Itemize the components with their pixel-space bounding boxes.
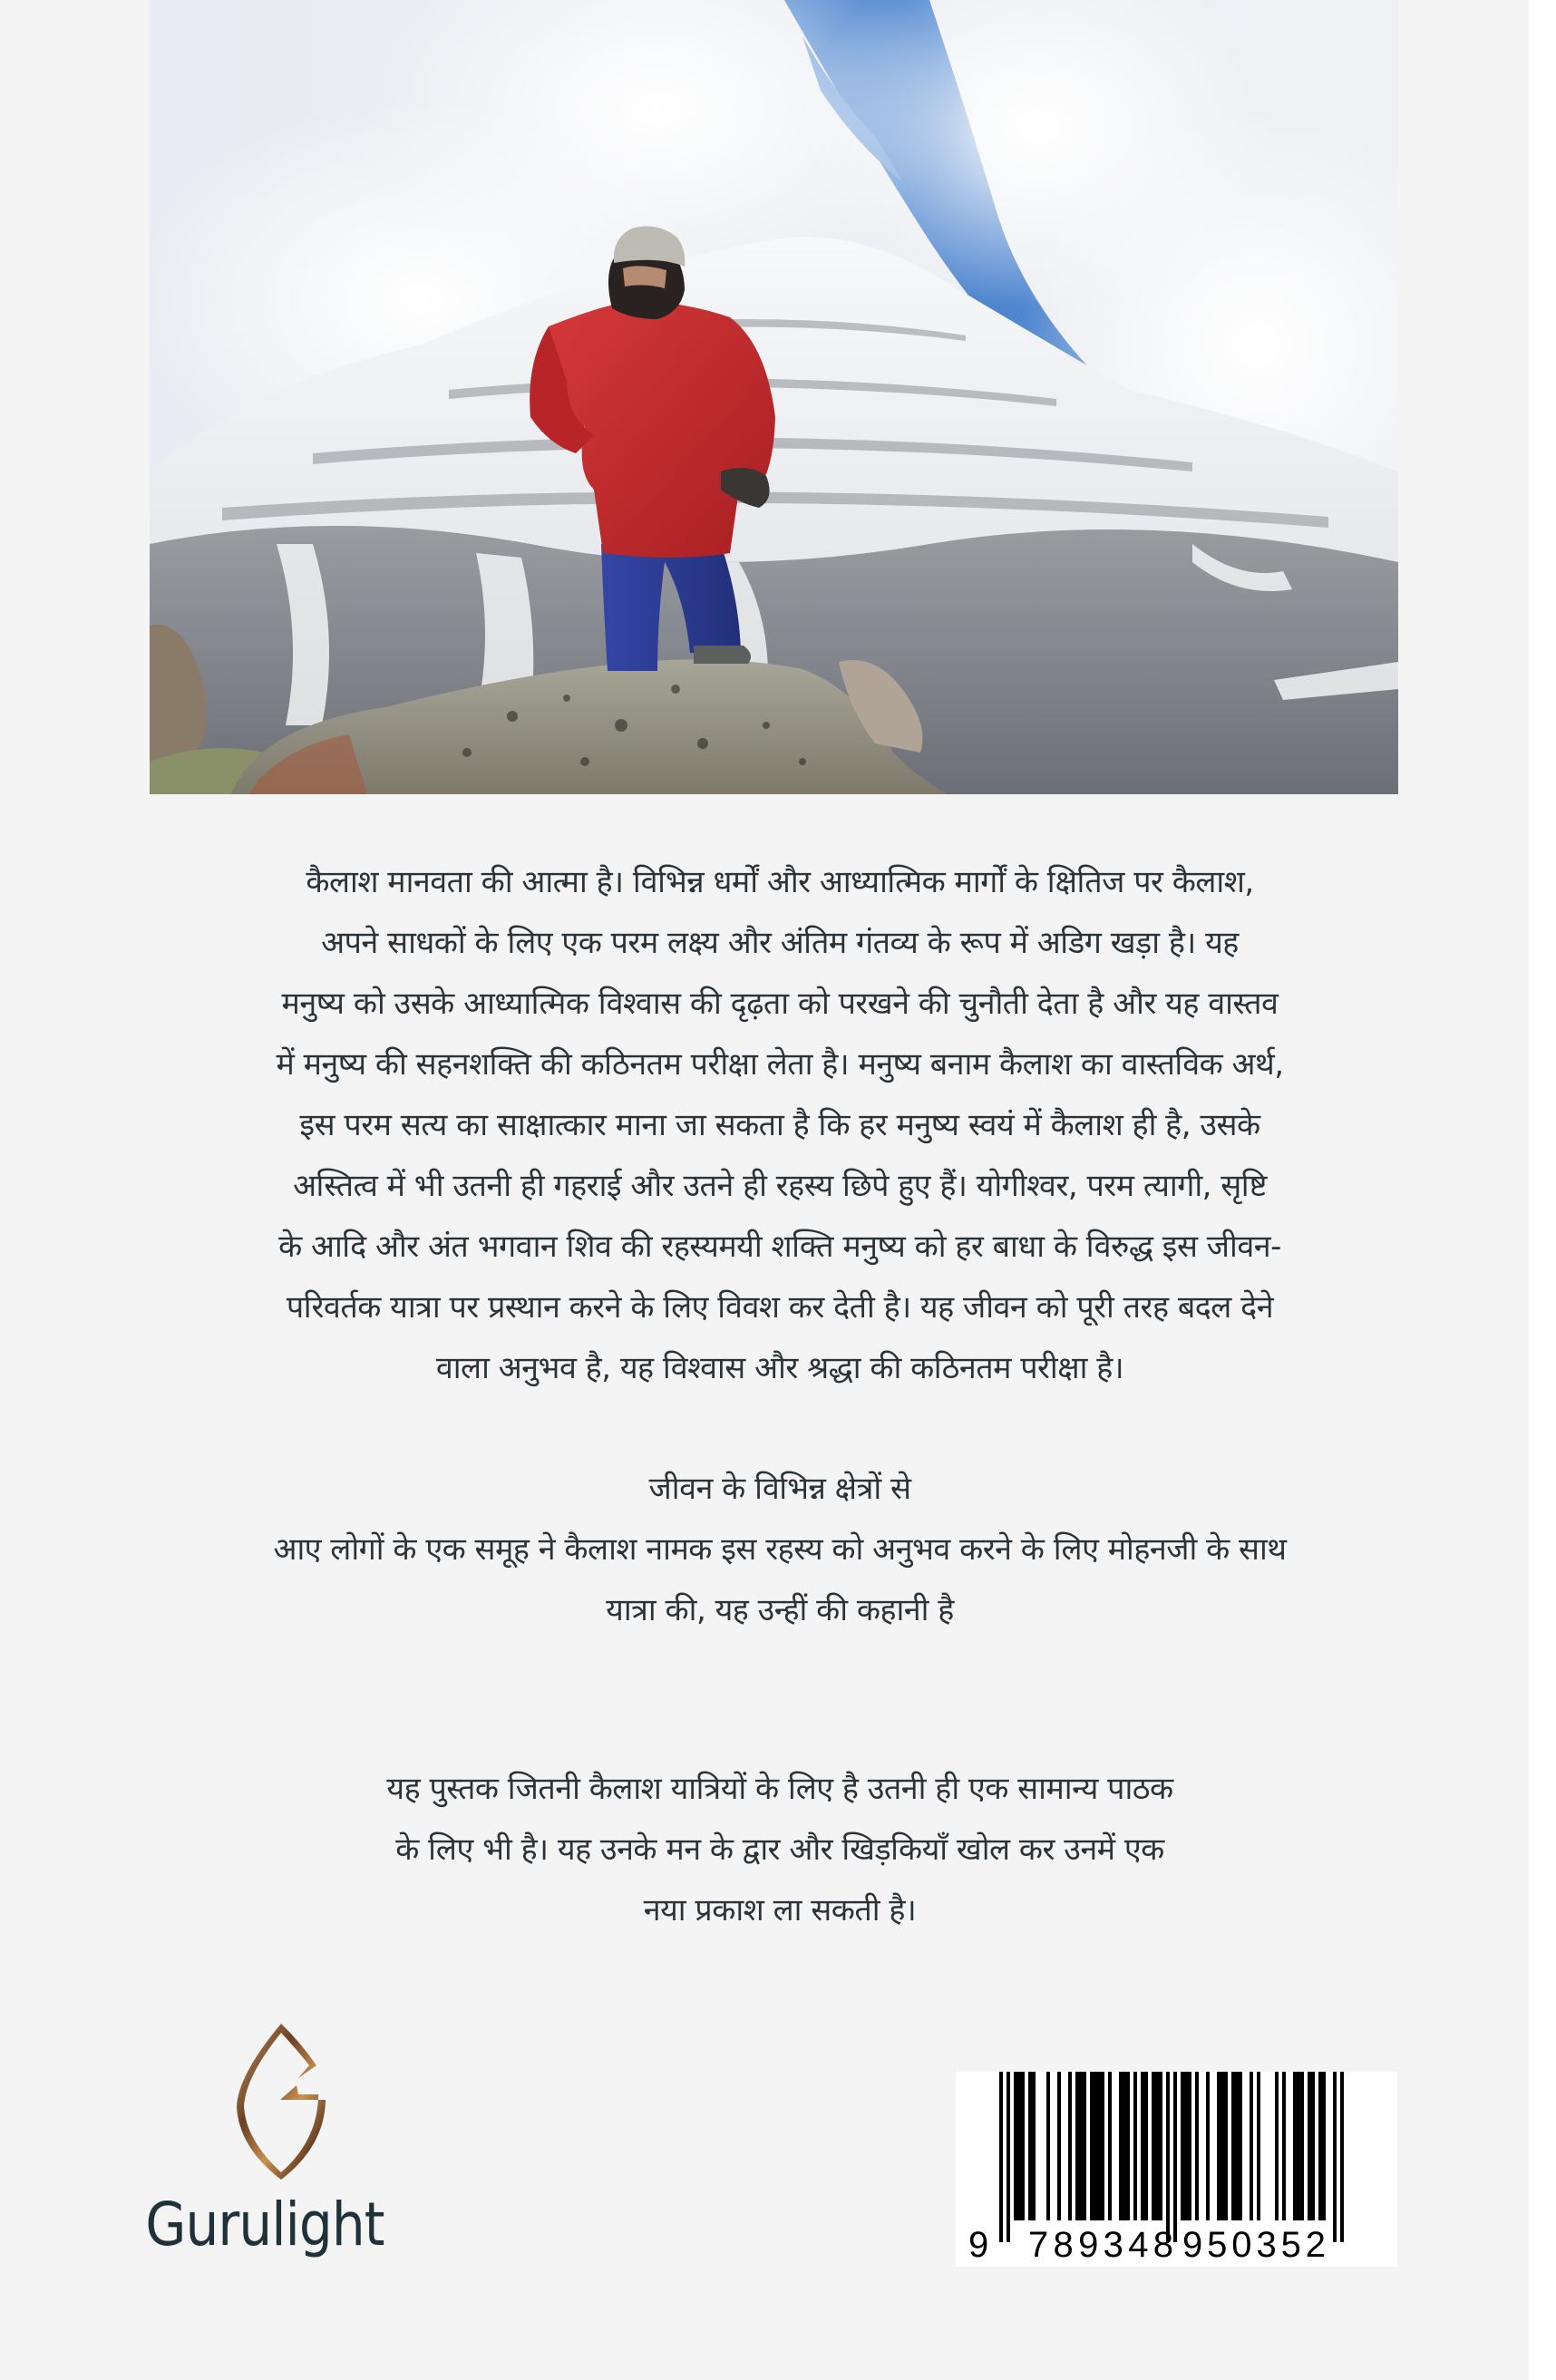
blurb-line: में मनुष्य की सहनशक्ति की कठिनतम परीक्षा लेता है। मनुष्य बनाम कैलाश का वास्तविक अर्थ, [276,1046,1284,1083]
barcode-right-digits: 950352 [1182,2225,1326,2265]
blurb-line: यात्रा की, यह उन्हीं की कहानी है [606,1592,954,1628]
blurb-line: अपने साधकों के लिए एक परम लक्ष्य और अंतिम गंतव्य के रूप में अडिग खड़ा है। यह [321,925,1239,961]
blurb-line: नया प्रकाश ला सकती है। [643,1892,917,1928]
isbn-barcode [956,2072,1397,2267]
blurb-group-paragraph [136,1459,1424,1641]
blurb-line: कैलाश मानवता की आत्मा है। विभिन्न धर्मों और आध्यात्मिक मार्गों के क्षितिज पर कैलाश, [306,864,1254,900]
leaf-g-logo-icon [229,2020,334,2183]
blurb-line: के आदि और अंत भगवान शिव की रहस्यमयी शक्ति मनुष्य को हर बाधा के विरुद्ध इस जीवन- [278,1229,1281,1265]
barcode-lead-digit: 9 [968,2225,989,2265]
blurb-reader-paragraph [136,1759,1424,1941]
publisher-name: Gurulight [145,2190,384,2259]
blurb-line: मनुष्य को उसके आध्यात्मिक विश्वास की दृढ़ता को परखने की चुनौती देता है और यह वास्तव [281,986,1279,1022]
cover-photo [150,0,1398,794]
blurb-main-paragraph [136,852,1424,1399]
blurb-line: यह पुस्तक जितनी कैलाश यात्रियों के लिए है उतनी ही एक सामान्य पाठक [386,1771,1173,1807]
blurb-line: इस परम सत्य का साक्षात्कार माना जा सकता है कि हर मनुष्य स्वयं में कैलाश ही है, उसके [299,1107,1260,1143]
blurb-line: अस्तित्व में भी उतनी ही गहराई और उतने ही रहस्य छिपे हुए हैं। योगीश्वर, परम त्यागी, सृष्टि [293,1168,1267,1204]
blurb-line: के लिए भी है। यह उनके मन के द्वार और खिड़कियाँ खोल कर उनमें एक [395,1831,1164,1868]
blurb-line: जीवन के विभिन्न क्षेत्रों से [648,1471,911,1507]
kailash-photo-illustration [150,0,1398,794]
blurb-line: परिवर्तक यात्रा पर प्रस्थान करने के लिए विवश कर देती है। यह जीवन को पूरी तरह बदल देने [286,1289,1274,1326]
barcode-bars [956,2072,1397,2267]
blurb-line: आए लोगों के एक समूह ने कैलाश नामक इस रहस्य को अनुभव करने के लिए मोहनजी के साथ [273,1531,1287,1568]
publisher-logo [136,2017,417,2280]
blurb-line: वाला अनुभव है, यह विश्वास और श्रद्धा की कठिनतम परीक्षा है। [435,1350,1124,1386]
barcode-left-digits: 789348 [1028,2225,1173,2265]
